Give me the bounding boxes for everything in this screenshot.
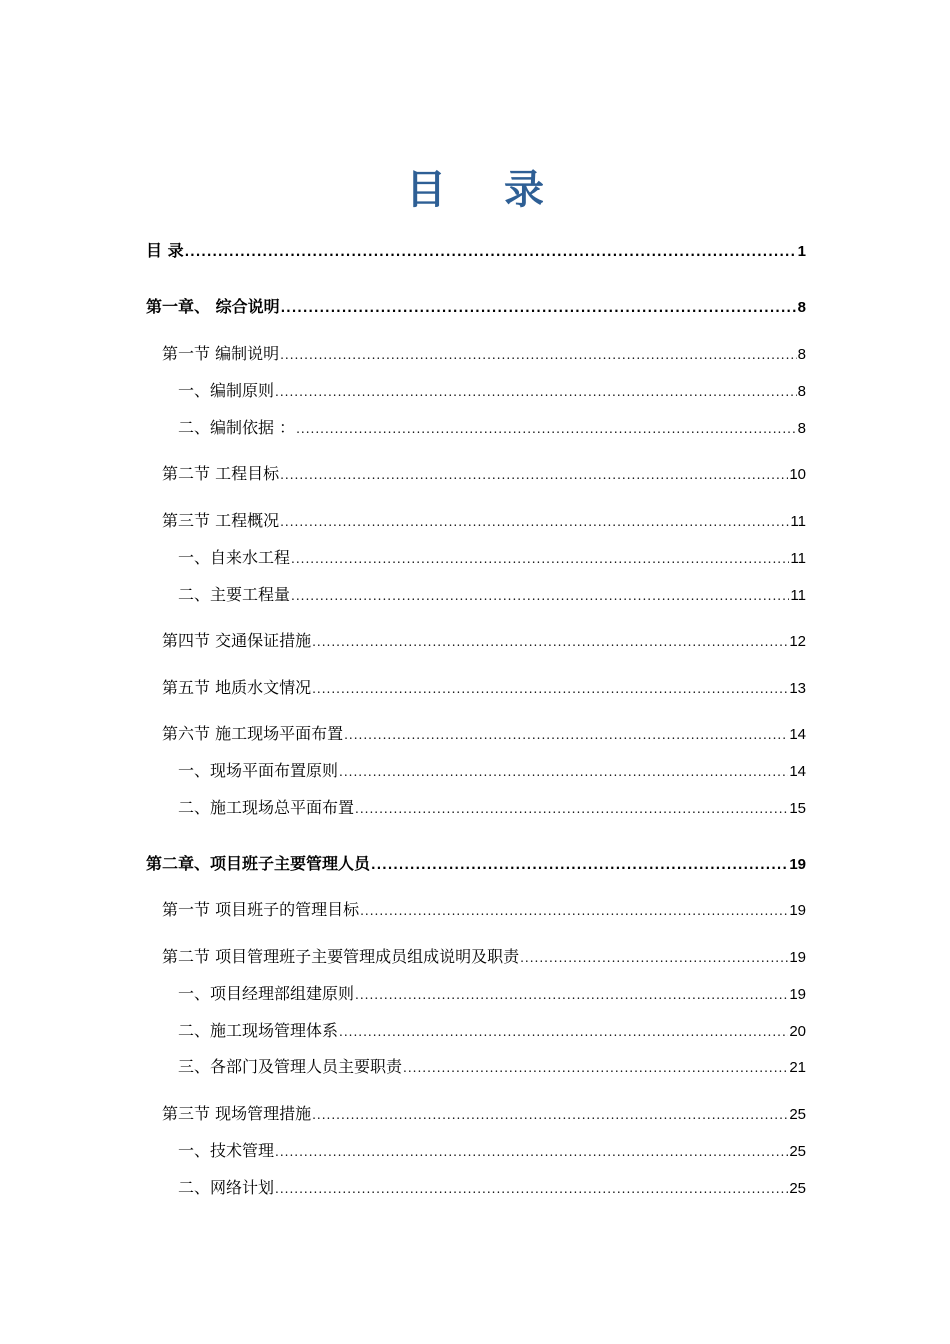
toc-dot-leader xyxy=(275,1177,788,1201)
toc-page-number: 25 xyxy=(789,1180,806,1197)
toc-entry-label: 一、自来水工程 xyxy=(178,548,291,567)
toc-entry-subsection[interactable] xyxy=(178,1139,806,1163)
toc-dot-leader xyxy=(280,343,797,367)
toc-dot-leader xyxy=(312,630,788,654)
toc-entry-section[interactable] xyxy=(162,462,806,486)
toc-entry-label: 一、现场平面布置原则 xyxy=(178,761,339,780)
toc-entry-subsection[interactable] xyxy=(178,1019,806,1043)
toc-page-number: 21 xyxy=(789,1059,806,1076)
toc-entry-label: 第二节 工程目标 xyxy=(162,464,280,483)
toc-page-number: 19 xyxy=(789,986,806,1003)
toc-entry-label: 目 录 xyxy=(146,241,184,260)
toc-page-number: 12 xyxy=(789,633,806,650)
toc-dot-leader xyxy=(296,417,797,441)
toc-page-number: 11 xyxy=(790,550,806,567)
toc-dot-leader xyxy=(291,547,789,571)
toc-entry-label: 三、各部门及管理人员主要职责 xyxy=(178,1057,403,1076)
toc-entry-label: 第四节 交通保证措施 xyxy=(162,631,312,650)
toc-entry-section[interactable] xyxy=(162,945,806,969)
toc-entry-label: 一、项目经理部组建原则 xyxy=(178,984,355,1003)
toc-entry-chapter-2[interactable] xyxy=(146,852,806,876)
toc-entry-label: 第六节 施工现场平面布置 xyxy=(162,724,344,743)
toc-entry-label: 第一节 编制说明 xyxy=(162,344,280,363)
toc-dot-leader xyxy=(520,946,788,970)
toc-page-number: 1 xyxy=(797,243,806,260)
toc-dot-leader xyxy=(312,1103,788,1127)
toc-entry-section[interactable] xyxy=(162,676,806,700)
toc-entry-subsection[interactable] xyxy=(178,379,806,403)
toc-entry-subsection[interactable] xyxy=(178,1055,806,1079)
toc-page-number: 8 xyxy=(797,346,806,363)
toc-entry-section[interactable] xyxy=(162,342,806,366)
toc-entry-subsection[interactable] xyxy=(178,759,806,783)
toc-entry-label: 二、施工现场管理体系 xyxy=(178,1021,339,1040)
toc-page-number: 25 xyxy=(789,1143,806,1160)
toc-dot-leader xyxy=(185,240,797,264)
toc-entry-label: 第五节 地质水文情况 xyxy=(162,678,312,697)
toc-dot-leader xyxy=(360,899,788,923)
toc-page-number: 15 xyxy=(789,800,806,817)
toc-entry-contents[interactable] xyxy=(146,239,806,263)
toc-dot-leader xyxy=(355,797,788,821)
toc-page-number: 11 xyxy=(790,513,806,530)
toc-page-number: 19 xyxy=(789,949,806,966)
toc-page-number: 14 xyxy=(789,726,806,743)
toc-page-number: 19 xyxy=(789,902,806,919)
toc-entry-section[interactable] xyxy=(162,722,806,746)
toc-entry-label: 第二章、项目班子主要管理人员 xyxy=(146,854,371,873)
toc-page-number: 20 xyxy=(789,1023,806,1040)
toc-page-number: 10 xyxy=(789,466,806,483)
toc-dot-leader xyxy=(275,380,797,404)
toc-dot-leader xyxy=(312,677,788,701)
toc-page-number: 8 xyxy=(797,383,806,400)
toc-entry-subsection[interactable] xyxy=(178,416,806,440)
toc-dot-leader xyxy=(291,584,789,608)
toc-dot-leader xyxy=(281,296,797,320)
toc-page-number: 8 xyxy=(797,420,806,437)
toc-page-number: 25 xyxy=(789,1106,806,1123)
toc-entry-label: 一、技术管理 xyxy=(178,1141,275,1160)
toc-entry-label: 第一章、 综合说明 xyxy=(146,297,280,316)
toc-entry-label: 二、编制依据 ： xyxy=(178,418,296,437)
toc-entry-subsection[interactable] xyxy=(178,546,806,570)
toc-dot-leader xyxy=(339,760,788,784)
toc-dot-leader xyxy=(339,1020,788,1044)
toc-page-number: 19 xyxy=(789,856,806,873)
toc-dot-leader xyxy=(275,1140,788,1164)
toc-entry-label: 二、网络计划 xyxy=(178,1178,275,1197)
toc-entry-label: 二、主要工程量 xyxy=(178,585,291,604)
toc-entry-label: 第二节 项目管理班子主要管理成员组成说明及职责 xyxy=(162,947,520,966)
toc-entry-section[interactable] xyxy=(162,629,806,653)
toc-dot-leader xyxy=(403,1056,788,1080)
toc-entry-subsection[interactable] xyxy=(178,583,806,607)
toc-entry-chapter-1[interactable] xyxy=(146,295,806,319)
toc-page-number: 14 xyxy=(789,763,806,780)
toc-entry-label: 二、施工现场总平面布置 xyxy=(178,798,355,817)
toc-entry-section[interactable] xyxy=(162,898,806,922)
toc-dot-leader xyxy=(344,723,788,747)
toc-dot-leader xyxy=(371,853,788,877)
toc-entry-label: 第一节 项目班子的管理目标 xyxy=(162,900,360,919)
toc-dot-leader xyxy=(355,983,788,1007)
toc-entry-subsection[interactable] xyxy=(178,1176,806,1200)
toc-page-number: 11 xyxy=(790,587,806,604)
toc-dot-leader xyxy=(280,463,788,487)
toc-page-number: 8 xyxy=(797,299,806,316)
toc-entry-label: 一、编制原则 xyxy=(178,381,275,400)
toc-entry-section[interactable] xyxy=(162,1102,806,1126)
toc-page-number: 13 xyxy=(789,680,806,697)
toc-entry-subsection[interactable] xyxy=(178,796,806,820)
toc-entry-label: 第三节 现场管理措施 xyxy=(162,1104,312,1123)
page-title: 目 录 xyxy=(406,167,566,213)
toc-entry-label: 第三节 工程概况 xyxy=(162,511,280,530)
toc-dot-leader xyxy=(280,510,789,534)
toc-entry-section[interactable] xyxy=(162,509,806,533)
toc-entry-subsection[interactable] xyxy=(178,982,806,1006)
